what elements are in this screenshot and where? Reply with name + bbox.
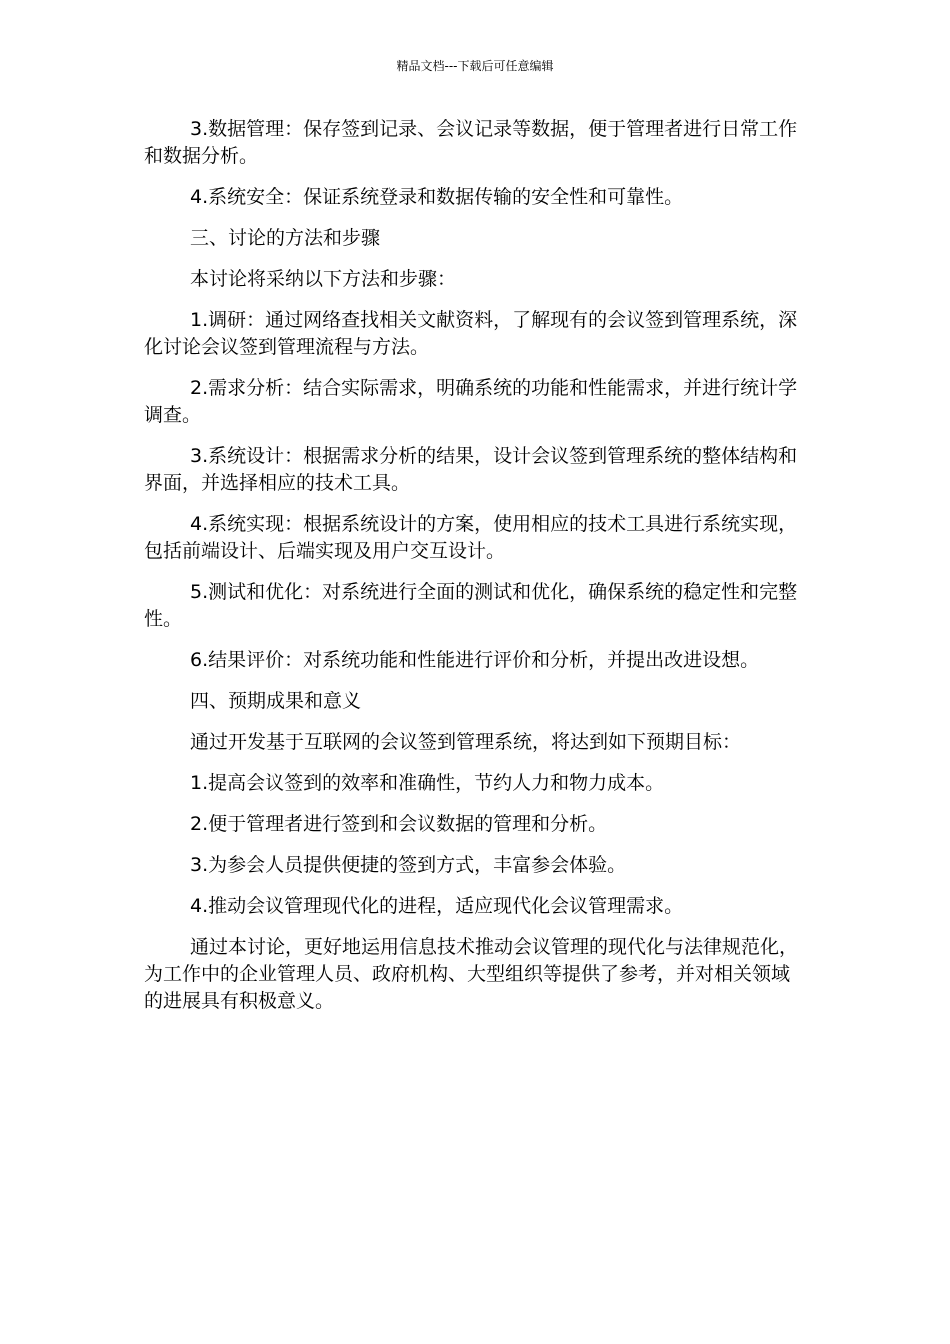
page-header: 精品文档---下载后可任意编辑 — [396, 59, 554, 73]
paragraph-data-management: 3.数据管理：保存签到记录、会议记录等数据，便于管理者进行日常工作和数据分析。 — [144, 118, 798, 167]
paragraph-outcomes-intro: 通过开发基于互联网的会议签到管理系统，将达到如下预期目标： — [190, 731, 742, 753]
paragraph-goal-efficiency: 1.提高会议签到的效率和准确性，节约人力和物力成本。 — [190, 772, 665, 794]
section-heading-methods: 三、讨论的方法和步骤 — [190, 227, 381, 249]
paragraph-step-testing: 5.测试和优化：对系统进行全面的测试和优化，确保系统的稳定性和完整性。 — [144, 581, 798, 630]
paragraph-goal-data-management: 2.便于管理者进行签到和会议数据的管理和分析。 — [190, 813, 608, 835]
paragraph-step-implementation: 4.系统实现：根据系统设计的方案，使用相应的技术工具进行系统实现，包括前端设计、后端实现及用户交互设计。 — [144, 513, 798, 562]
paragraph-system-security: 4.系统安全：保证系统登录和数据传输的安全性和可靠性。 — [190, 186, 684, 208]
document-body — [144, 116, 806, 1029]
paragraph-step-design: 3.系统设计：根据需求分析的结果，设计会议签到管理系统的整体结构和界面，并选择相应的技术工具。 — [144, 445, 798, 494]
section-heading-outcomes: 四、预期成果和意义 — [190, 690, 362, 712]
paragraph-methods-intro: 本讨论将采纳以下方法和步骤： — [190, 268, 457, 290]
paragraph-conclusion: 通过本讨论，更好地运用信息技术推动会议管理的现代化与法律规范化，为工作中的企业管理人员、政府机构、大型组织等提供了参考，并对相关领域的进展具有积极意义。 — [144, 936, 799, 1012]
paragraph-goal-modernization: 4.推动会议管理现代化的进程，适应现代化会议管理需求。 — [190, 895, 684, 917]
paragraph-step-research: 1.调研：通过网络查找相关文献资料，了解现有的会议签到管理系统，深化讨论会议签到管理流程与方法。 — [144, 309, 798, 358]
paragraph-step-evaluation: 6.结果评价：对系统功能和性能进行评价和分析，并提出改进设想。 — [190, 649, 760, 671]
paragraph-goal-convenience: 3.为参会人员提供便捷的签到方式，丰富参会体验。 — [190, 854, 627, 876]
paragraph-step-requirements: 2.需求分析：结合实际需求，明确系统的功能和性能需求，并进行统计学调查。 — [144, 377, 798, 426]
